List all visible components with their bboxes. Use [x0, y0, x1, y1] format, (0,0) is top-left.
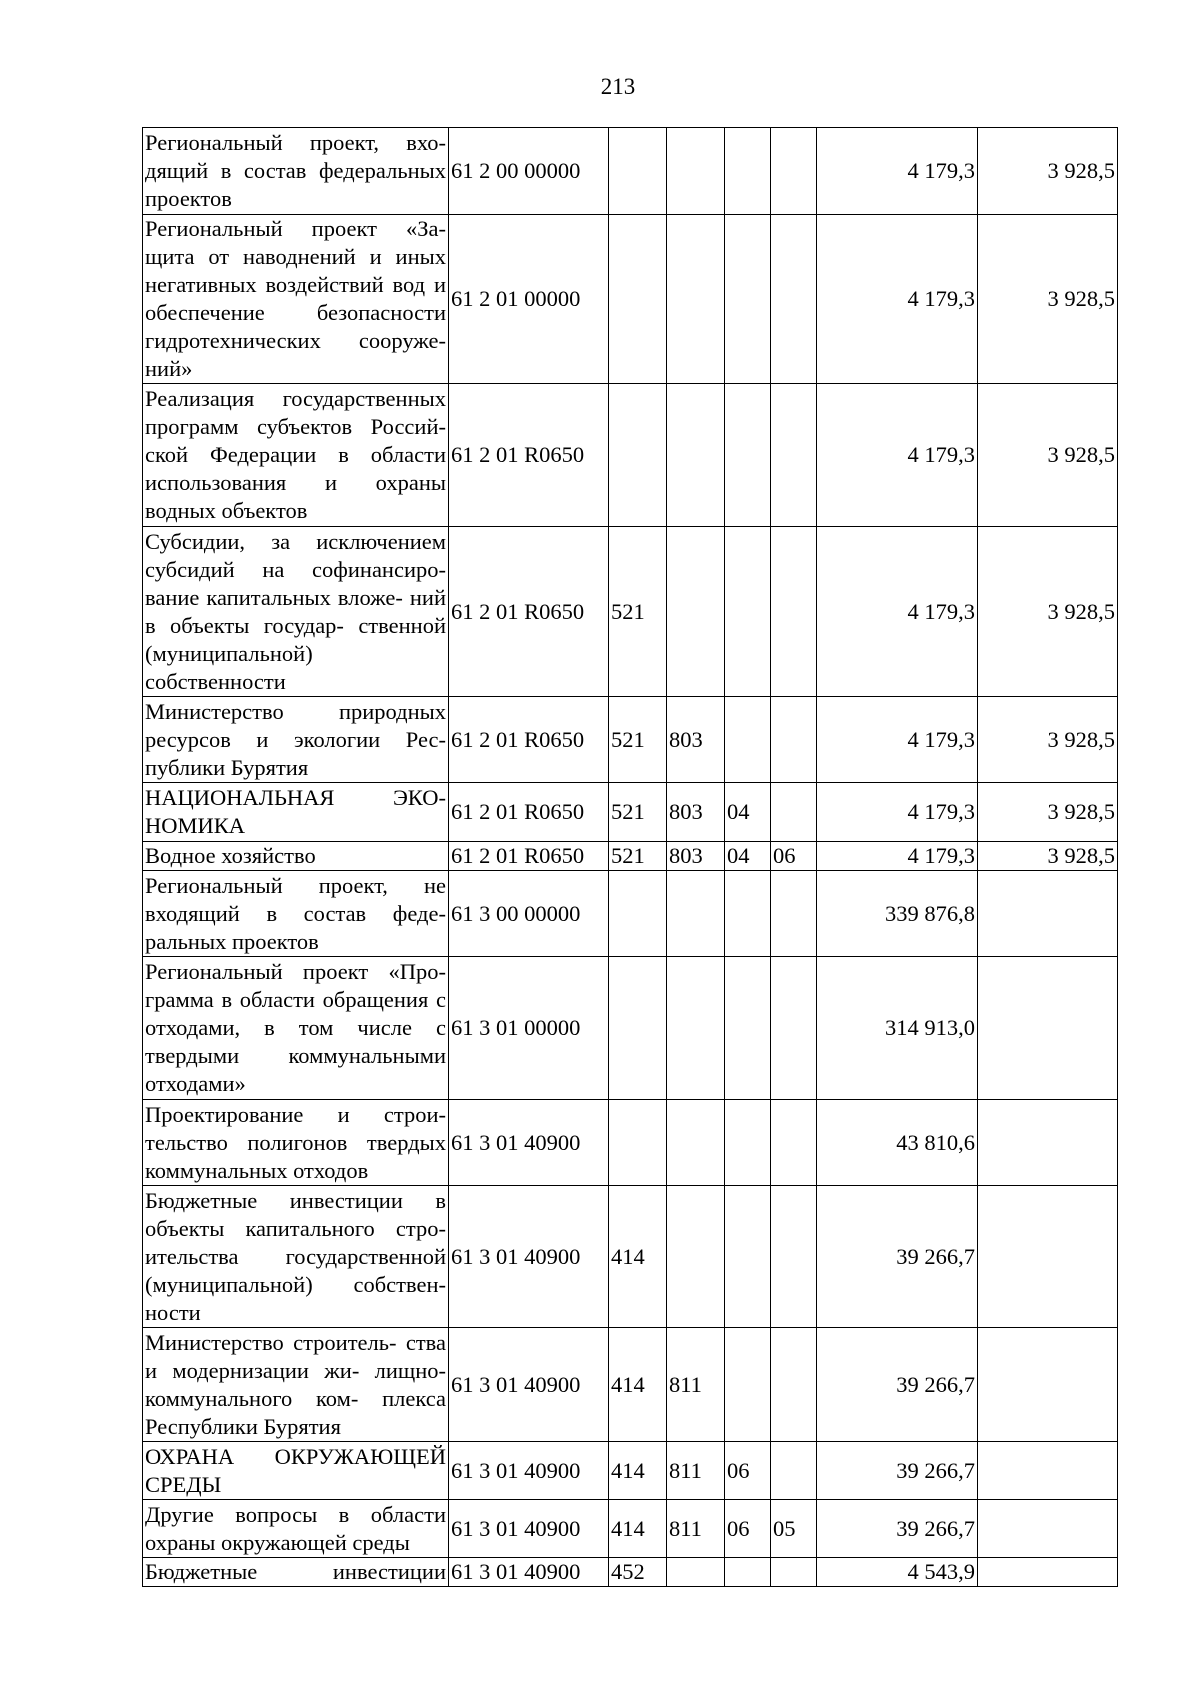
table-row — [143, 1558, 1118, 1587]
row-rz — [725, 1328, 771, 1442]
row-code: 61 3 01 40900 — [449, 1100, 609, 1186]
table-row — [143, 527, 1118, 697]
row-vr — [609, 957, 667, 1100]
row-vr — [609, 128, 667, 215]
row-sum-1: 4 543,9 — [817, 1558, 978, 1587]
row-grbs — [667, 1558, 725, 1587]
row-sum-1: 4 179,3 — [817, 527, 978, 697]
row-pr — [771, 957, 817, 1100]
row-sum-1: 4 179,3 — [817, 128, 978, 215]
row-vr: 414 — [609, 1442, 667, 1500]
row-vr — [609, 215, 667, 384]
row-grbs: 811 — [667, 1442, 725, 1500]
row-vr: 521 — [609, 842, 667, 871]
row-name: Региональный проект, вхо- дящий в состав федеральных проектов — [143, 128, 449, 215]
row-sum-2 — [978, 1558, 1118, 1587]
table-row — [143, 697, 1118, 783]
table-row — [143, 842, 1118, 871]
row-name: Другие вопросы в области охраны окружающей среды — [143, 1500, 449, 1558]
row-name: ОХРАНА ОКРУЖАЮЩЕЙ СРЕДЫ — [143, 1442, 449, 1500]
row-vr — [609, 871, 667, 957]
row-sum-2: 3 928,5 — [978, 128, 1118, 215]
row-pr — [771, 871, 817, 957]
row-sum-2: 3 928,5 — [978, 215, 1118, 384]
row-name: Бюджетные инвестиции в объекты капитального стро- ительства государственной (муниципальной) собствен- ности — [143, 1186, 449, 1328]
table-row — [143, 384, 1118, 527]
row-pr — [771, 1442, 817, 1500]
row-sum-1: 314 913,0 — [817, 957, 978, 1100]
row-sum-2: 3 928,5 — [978, 384, 1118, 527]
row-sum-2 — [978, 957, 1118, 1100]
table-row — [143, 1328, 1118, 1442]
row-pr — [771, 1186, 817, 1328]
row-sum-1: 39 266,7 — [817, 1328, 978, 1442]
row-grbs — [667, 957, 725, 1100]
row-grbs: 811 — [667, 1500, 725, 1558]
row-sum-2 — [978, 1328, 1118, 1442]
row-rz — [725, 384, 771, 527]
budget-table — [142, 127, 1118, 1587]
row-vr: 414 — [609, 1328, 667, 1442]
row-grbs: 811 — [667, 1328, 725, 1442]
row-name: Региональный проект «Про- грамма в области обращения с отходами, в том числе с твердыми коммунальными отходами» — [143, 957, 449, 1100]
row-grbs — [667, 384, 725, 527]
row-vr: 452 — [609, 1558, 667, 1587]
row-code: 61 2 01 R0650 — [449, 842, 609, 871]
row-sum-1: 43 810,6 — [817, 1100, 978, 1186]
row-pr — [771, 1100, 817, 1186]
row-code: 61 2 01 R0650 — [449, 697, 609, 783]
row-sum-1: 4 179,3 — [817, 384, 978, 527]
row-sum-2: 3 928,5 — [978, 783, 1118, 842]
table-row — [143, 783, 1118, 842]
row-code: 61 3 01 40900 — [449, 1442, 609, 1500]
table-row — [143, 957, 1118, 1100]
table-row — [143, 1500, 1118, 1558]
row-rz — [725, 957, 771, 1100]
row-code: 61 2 01 00000 — [449, 215, 609, 384]
row-sum-2 — [978, 871, 1118, 957]
row-sum-2: 3 928,5 — [978, 842, 1118, 871]
row-code: 61 3 01 00000 — [449, 957, 609, 1100]
row-name: Реализация государственных программ субъектов Россий- ской Федерации в области использования и охраны водных объектов — [143, 384, 449, 527]
row-grbs — [667, 128, 725, 215]
row-code: 61 3 01 40900 — [449, 1328, 609, 1442]
row-name: Бюджетные инвестиции — [143, 1558, 449, 1587]
row-vr: 521 — [609, 527, 667, 697]
row-sum-1: 39 266,7 — [817, 1186, 978, 1328]
row-name: Министерство строитель- ства и модернизации жи- лищно-коммунального ком- плекса Республики Бурятия — [143, 1328, 449, 1442]
row-grbs: 803 — [667, 697, 725, 783]
row-rz: 04 — [725, 783, 771, 842]
row-grbs — [667, 215, 725, 384]
row-name: НАЦИОНАЛЬНАЯ ЭКО- НОМИКА — [143, 783, 449, 842]
row-sum-1: 4 179,3 — [817, 215, 978, 384]
row-name: Субсидии, за исключением субсидий на софинансиро- вание капитальных вложе- ний в объекты государ- ственной (муниципальной) собственности — [143, 527, 449, 697]
row-rz — [725, 215, 771, 384]
row-rz — [725, 128, 771, 215]
row-rz — [725, 697, 771, 783]
row-pr — [771, 384, 817, 527]
row-pr — [771, 128, 817, 215]
row-name: Проектирование и строи- тельство полигонов твердых коммунальных отходов — [143, 1100, 449, 1186]
row-vr: 521 — [609, 697, 667, 783]
row-rz — [725, 1558, 771, 1587]
row-sum-2: 3 928,5 — [978, 527, 1118, 697]
table-row — [143, 1442, 1118, 1500]
row-name: Региональный проект «За- щита от наводнений и иных негативных воздействий вод и обеспечение безопасности гидротехнических сооруже- ний» — [143, 215, 449, 384]
row-sum-2: 3 928,5 — [978, 697, 1118, 783]
row-code: 61 3 01 40900 — [449, 1186, 609, 1328]
row-grbs — [667, 1186, 725, 1328]
row-pr — [771, 215, 817, 384]
row-grbs — [667, 527, 725, 697]
row-rz: 06 — [725, 1500, 771, 1558]
row-vr — [609, 1100, 667, 1186]
row-name: Региональный проект, не входящий в состав феде- ральных проектов — [143, 871, 449, 957]
row-code: 61 3 01 40900 — [449, 1558, 609, 1587]
table-row — [143, 1186, 1118, 1328]
row-sum-1: 4 179,3 — [817, 697, 978, 783]
page-number: 213 — [600, 74, 636, 99]
row-grbs — [667, 1100, 725, 1186]
row-vr: 414 — [609, 1500, 667, 1558]
row-sum-1: 4 179,3 — [817, 783, 978, 842]
row-pr — [771, 783, 817, 842]
row-rz — [725, 527, 771, 697]
row-pr — [771, 1328, 817, 1442]
row-code: 61 2 01 R0650 — [449, 384, 609, 527]
table-row — [143, 871, 1118, 957]
row-sum-2 — [978, 1100, 1118, 1186]
row-vr: 414 — [609, 1186, 667, 1328]
row-name: Министерство природных ресурсов и экологии Рес- публики Бурятия — [143, 697, 449, 783]
table-row — [143, 215, 1118, 384]
row-pr — [771, 1558, 817, 1587]
row-rz — [725, 1186, 771, 1328]
row-pr — [771, 527, 817, 697]
budget-table-body — [143, 128, 1118, 1587]
row-code: 61 3 00 00000 — [449, 871, 609, 957]
row-grbs — [667, 871, 725, 957]
row-grbs: 803 — [667, 842, 725, 871]
row-rz — [725, 1100, 771, 1186]
row-name: Водное хозяйство — [143, 842, 449, 871]
row-sum-2 — [978, 1442, 1118, 1500]
row-code: 61 3 01 40900 — [449, 1500, 609, 1558]
row-grbs: 803 — [667, 783, 725, 842]
row-sum-2 — [978, 1186, 1118, 1328]
row-sum-1: 4 179,3 — [817, 842, 978, 871]
row-sum-1: 339 876,8 — [817, 871, 978, 957]
row-pr: 06 — [771, 842, 817, 871]
row-code: 61 2 01 R0650 — [449, 527, 609, 697]
row-code: 61 2 00 00000 — [449, 128, 609, 215]
row-sum-1: 39 266,7 — [817, 1500, 978, 1558]
row-rz: 04 — [725, 842, 771, 871]
row-rz: 06 — [725, 1442, 771, 1500]
row-code: 61 2 01 R0650 — [449, 783, 609, 842]
row-pr: 05 — [771, 1500, 817, 1558]
row-pr — [771, 697, 817, 783]
row-vr: 521 — [609, 783, 667, 842]
table-row — [143, 128, 1118, 215]
row-sum-2 — [978, 1500, 1118, 1558]
row-sum-1: 39 266,7 — [817, 1442, 978, 1500]
row-rz — [725, 871, 771, 957]
row-vr — [609, 384, 667, 527]
table-row — [143, 1100, 1118, 1186]
